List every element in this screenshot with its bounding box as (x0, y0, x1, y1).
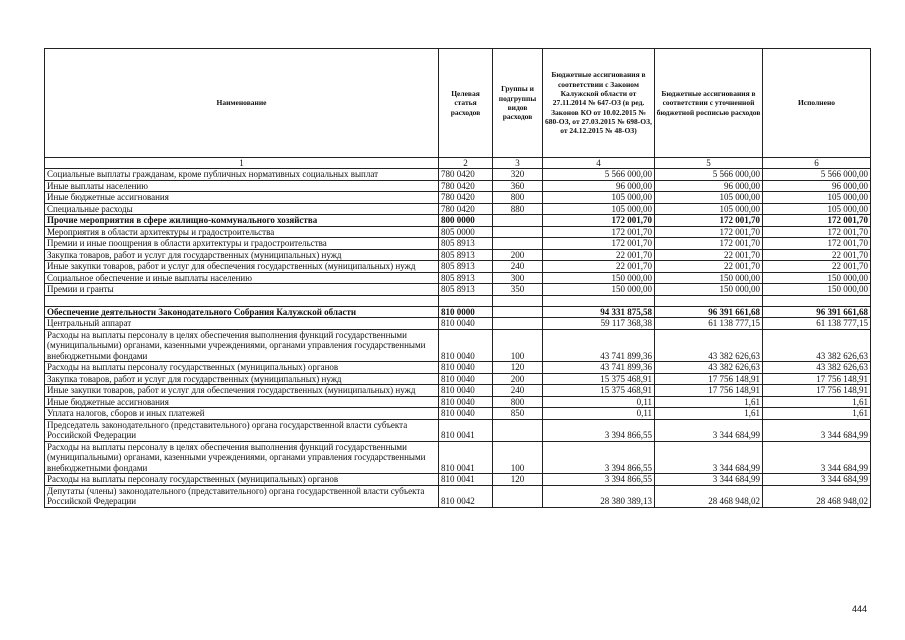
table-row (45, 226, 871, 238)
row-executed: 172 001,70 (763, 238, 871, 250)
header-executed: Исполнено (763, 49, 871, 158)
header-expense-group: Группы и подгруппы видов расходов (493, 49, 543, 158)
row-target-article: 780 0420 (439, 192, 493, 204)
row-executed: 43 382 626,63 (763, 362, 871, 374)
row-expense-group: 320 (493, 169, 543, 181)
row-revised-allocation: 105 000,00 (655, 203, 763, 215)
row-target-article: 805 8913 (439, 284, 493, 296)
column-number: 2 (439, 158, 493, 169)
row-name: Закупка товаров, работ и услуг для государственных (муниципальных) нужд (45, 249, 439, 261)
row-law-allocation: 3 394 866,55 (543, 474, 655, 486)
budget-table (44, 48, 871, 508)
row-law-allocation: 172 001,70 (543, 226, 655, 238)
table-row (45, 249, 871, 261)
row-expense-group: 200 (493, 373, 543, 385)
table-row (45, 306, 871, 318)
row-expense-group (493, 306, 543, 318)
table-row (45, 203, 871, 215)
row-executed: 105 000,00 (763, 203, 871, 215)
row-expense-group: 240 (493, 385, 543, 397)
row-expense-group (493, 485, 543, 507)
table-row (45, 284, 871, 296)
row-law-allocation: 105 000,00 (543, 203, 655, 215)
row-law-allocation: 96 000,00 (543, 180, 655, 192)
row-name: Центральный аппарат (45, 318, 439, 330)
row-target-article: 810 0040 (439, 318, 493, 330)
row-law-allocation: 94 331 875,58 (543, 306, 655, 318)
row-name: Иные выплаты населению (45, 180, 439, 192)
row-executed: 1,61 (763, 408, 871, 420)
table-row (45, 373, 871, 385)
row-executed: 22 001,70 (763, 249, 871, 261)
column-number-row (45, 158, 871, 169)
table-row (45, 215, 871, 227)
header-target-article: Целевая статья расходов (439, 49, 493, 158)
row-target-article: 810 0041 (439, 474, 493, 486)
row-executed: 172 001,70 (763, 215, 871, 227)
row-expense-group: 350 (493, 284, 543, 296)
row-name: Социальное обеспечение и иные выплаты населению (45, 272, 439, 284)
row-revised-allocation: 22 001,70 (655, 249, 763, 261)
row-executed: 150 000,00 (763, 284, 871, 296)
row-name: Расходы на выплаты персоналу государственных (муниципальных) органов (45, 474, 439, 486)
row-name: Закупка товаров, работ и услуг для государственных (муниципальных) нужд (45, 373, 439, 385)
row-revised-allocation: 1,61 (655, 408, 763, 420)
row-expense-group: 120 (493, 474, 543, 486)
row-revised-allocation: 17 756 148,91 (655, 385, 763, 397)
row-revised-allocation: 172 001,70 (655, 238, 763, 250)
table-row (45, 272, 871, 284)
table-row (45, 485, 871, 507)
row-name: Иные бюджетные ассигнования (45, 396, 439, 408)
row-law-allocation: 28 380 389,13 (543, 485, 655, 507)
row-revised-allocation: 96 391 661,68 (655, 306, 763, 318)
row-expense-group: 300 (493, 272, 543, 284)
row-expense-group: 850 (493, 408, 543, 420)
row-expense-group: 100 (493, 329, 543, 362)
row-law-allocation: 5 566 000,00 (543, 169, 655, 181)
row-executed: 28 468 948,02 (763, 485, 871, 507)
table-row (45, 261, 871, 273)
table-row (45, 192, 871, 204)
row-revised-allocation: 3 344 684,99 (655, 474, 763, 486)
page-number: 444 (851, 604, 867, 614)
row-executed: 61 138 777,15 (763, 318, 871, 330)
row-executed: 96 391 661,68 (763, 306, 871, 318)
row-revised-allocation: 105 000,00 (655, 192, 763, 204)
spacer-row (45, 295, 871, 306)
table-row (45, 238, 871, 250)
row-expense-group: 800 (493, 192, 543, 204)
row-expense-group: 200 (493, 249, 543, 261)
column-number: 3 (493, 158, 543, 169)
row-executed: 105 000,00 (763, 192, 871, 204)
column-number: 1 (45, 158, 439, 169)
row-law-allocation: 43 741 899,36 (543, 362, 655, 374)
row-target-article: 810 0041 (439, 441, 493, 474)
row-target-article: 780 0420 (439, 169, 493, 181)
table-row (45, 362, 871, 374)
row-target-article: 805 0000 (439, 226, 493, 238)
row-executed: 5 566 000,00 (763, 169, 871, 181)
row-name: Мероприятия в области архитектуры и градостроительства (45, 226, 439, 238)
row-law-allocation: 15 375 468,91 (543, 385, 655, 397)
row-executed: 22 001,70 (763, 261, 871, 273)
row-target-article: 810 0041 (439, 419, 493, 441)
row-target-article: 780 0420 (439, 203, 493, 215)
row-revised-allocation: 172 001,70 (655, 226, 763, 238)
row-revised-allocation: 17 756 148,91 (655, 373, 763, 385)
row-name: Расходы на выплаты персоналу в целях обеспечения выполнения функций государственными (муниципальными) органами, казенными учреждениями, органами управления государственными внебюджетными фондами (45, 329, 439, 362)
row-law-allocation: 3 394 866,55 (543, 441, 655, 474)
table-row (45, 329, 871, 362)
row-revised-allocation: 43 382 626,63 (655, 362, 763, 374)
table-row (45, 318, 871, 330)
row-revised-allocation: 3 344 684,99 (655, 419, 763, 441)
row-executed: 150 000,00 (763, 272, 871, 284)
row-revised-allocation: 172 001,70 (655, 215, 763, 227)
row-target-article: 805 8913 (439, 238, 493, 250)
row-target-article: 810 0040 (439, 373, 493, 385)
row-law-allocation: 0,11 (543, 396, 655, 408)
table-row (45, 419, 871, 441)
table-row (45, 408, 871, 420)
row-executed: 17 756 148,91 (763, 385, 871, 397)
row-expense-group (493, 238, 543, 250)
row-target-article: 810 0040 (439, 408, 493, 420)
row-revised-allocation: 61 138 777,15 (655, 318, 763, 330)
empty-cell (45, 295, 439, 306)
row-executed: 172 001,70 (763, 226, 871, 238)
row-name: Уплата налогов, сборов и иных платежей (45, 408, 439, 420)
row-name: Премии и иные поощрения в области архитектуры и градостроительства (45, 238, 439, 250)
row-law-allocation: 3 394 866,55 (543, 419, 655, 441)
row-name: Председатель законодательного (представительного) органа государственной власти субъекта Российской Федерации (45, 419, 439, 441)
header-row (45, 49, 871, 158)
row-name: Депутаты (члены) законодательного (представительного) органа государственной власти субъекта Российской Федерации (45, 485, 439, 507)
row-law-allocation: 0,11 (543, 408, 655, 420)
row-revised-allocation: 28 468 948,02 (655, 485, 763, 507)
empty-cell (763, 295, 871, 306)
row-name: Иные бюджетные ассигнования (45, 192, 439, 204)
empty-cell (655, 295, 763, 306)
row-executed: 43 382 626,63 (763, 329, 871, 362)
row-name: Иные закупки товаров, работ и услуг для обеспечения государственных (муниципальных) нужд (45, 385, 439, 397)
row-executed: 3 344 684,99 (763, 441, 871, 474)
row-revised-allocation: 96 000,00 (655, 180, 763, 192)
row-name: Прочие мероприятия в сфере жилищно-коммунального хозяйства (45, 215, 439, 227)
row-expense-group: 240 (493, 261, 543, 273)
row-name: Обеспечение деятельности Законодательного Собрания Калужской области (45, 306, 439, 318)
column-number: 4 (543, 158, 655, 169)
row-executed: 1,61 (763, 396, 871, 408)
row-law-allocation: 22 001,70 (543, 249, 655, 261)
row-target-article: 810 0040 (439, 329, 493, 362)
row-name: Расходы на выплаты персоналу в целях обеспечения выполнения функций государственными (муниципальными) органами, казенными учреждениями, органами управления государственными внебюджетными фондами (45, 441, 439, 474)
row-law-allocation: 172 001,70 (543, 215, 655, 227)
row-expense-group: 800 (493, 396, 543, 408)
row-target-article: 810 0042 (439, 485, 493, 507)
row-name: Специальные расходы (45, 203, 439, 215)
row-law-allocation: 15 375 468,91 (543, 373, 655, 385)
table-row (45, 385, 871, 397)
row-name: Премии и гранты (45, 284, 439, 296)
column-number: 5 (655, 158, 763, 169)
table-body (45, 169, 871, 508)
row-expense-group: 360 (493, 180, 543, 192)
row-law-allocation: 43 741 899,36 (543, 329, 655, 362)
row-law-allocation: 150 000,00 (543, 284, 655, 296)
empty-cell (493, 295, 543, 306)
header-revised-allocations: Бюджетные ассигнования в соответствии с уточненной бюджетной росписью расходов (655, 49, 763, 158)
row-revised-allocation: 1,61 (655, 396, 763, 408)
row-target-article: 805 8913 (439, 272, 493, 284)
row-law-allocation: 22 001,70 (543, 261, 655, 273)
row-target-article: 810 0000 (439, 306, 493, 318)
row-expense-group (493, 215, 543, 227)
row-target-article: 810 0040 (439, 385, 493, 397)
row-name: Иные закупки товаров, работ и услуг для обеспечения государственных (муниципальных) нужд (45, 261, 439, 273)
row-law-allocation: 172 001,70 (543, 238, 655, 250)
row-executed: 3 344 684,99 (763, 474, 871, 486)
row-expense-group (493, 226, 543, 238)
table-row (45, 180, 871, 192)
row-executed: 3 344 684,99 (763, 419, 871, 441)
table-row (45, 169, 871, 181)
row-name: Расходы на выплаты персоналу государственных (муниципальных) органов (45, 362, 439, 374)
row-expense-group: 120 (493, 362, 543, 374)
row-revised-allocation: 5 566 000,00 (655, 169, 763, 181)
row-expense-group: 880 (493, 203, 543, 215)
row-executed: 96 000,00 (763, 180, 871, 192)
row-target-article: 780 0420 (439, 180, 493, 192)
table-row (45, 441, 871, 474)
row-target-article: 810 0040 (439, 362, 493, 374)
header-name: Наименование (45, 49, 439, 158)
row-name: Социальные выплаты гражданам, кроме публичных нормативных социальных выплат (45, 169, 439, 181)
row-target-article: 810 0040 (439, 396, 493, 408)
row-expense-group (493, 419, 543, 441)
table-row (45, 474, 871, 486)
row-law-allocation: 59 117 368,38 (543, 318, 655, 330)
empty-cell (543, 295, 655, 306)
empty-cell (439, 295, 493, 306)
row-target-article: 805 8913 (439, 261, 493, 273)
row-expense-group: 100 (493, 441, 543, 474)
table-row (45, 396, 871, 408)
row-executed: 17 756 148,91 (763, 373, 871, 385)
column-number: 6 (763, 158, 871, 169)
row-revised-allocation: 43 382 626,63 (655, 329, 763, 362)
row-revised-allocation: 3 344 684,99 (655, 441, 763, 474)
header-law-allocations: Бюджетные ассигнования в соответствии с Законом Калужской области от 27.11.2014 № 647-ОЗ (в ред. Законов КО от 10.02.2015 № 680-ОЗ, от 27.03.2015 № 698-ОЗ, от 24.12.2015 № 48-ОЗ) (543, 49, 655, 158)
row-law-allocation: 150 000,00 (543, 272, 655, 284)
row-target-article: 800 0000 (439, 215, 493, 227)
row-law-allocation: 105 000,00 (543, 192, 655, 204)
row-expense-group (493, 318, 543, 330)
row-target-article: 805 8913 (439, 249, 493, 261)
row-revised-allocation: 150 000,00 (655, 272, 763, 284)
row-revised-allocation: 150 000,00 (655, 284, 763, 296)
row-revised-allocation: 22 001,70 (655, 261, 763, 273)
